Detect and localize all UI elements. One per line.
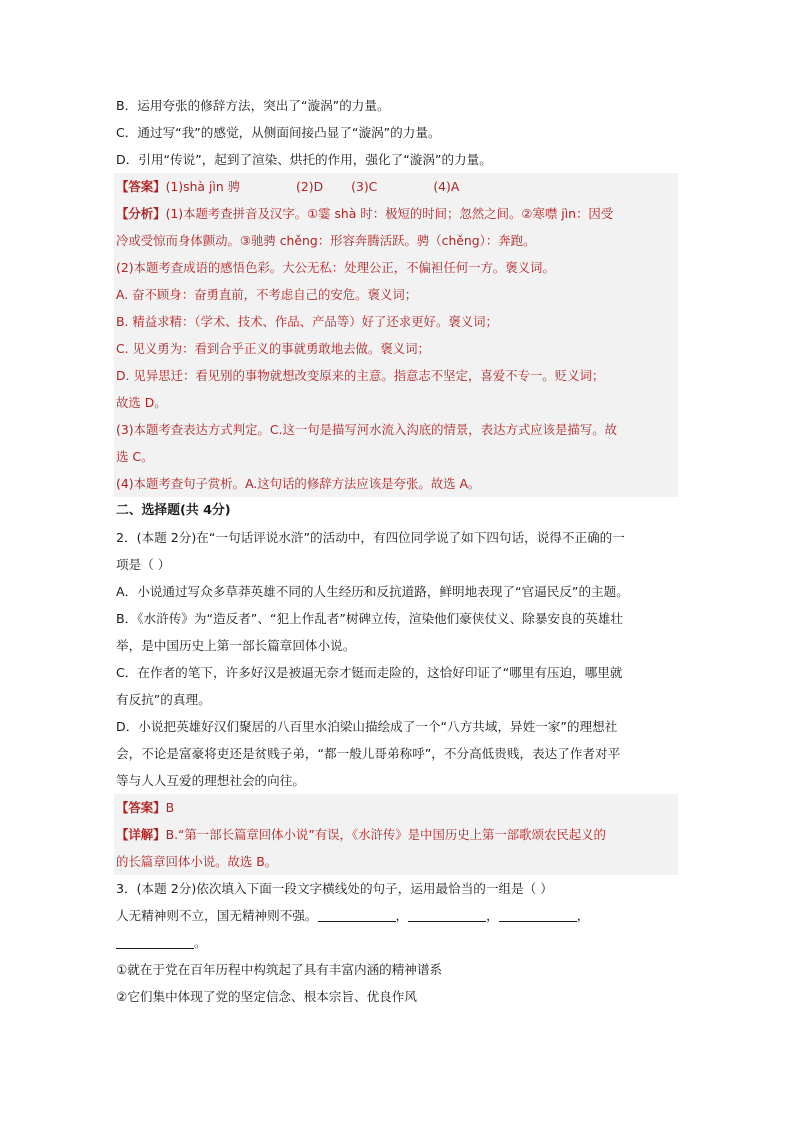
q1-option-d: D．引用“传说”，起到了渲染、烘托的作用，强化了“漩涡”的力量。 [116, 152, 492, 167]
q2-answer-tag: 【答案】 [116, 800, 166, 815]
q1-answer-line [116, 173, 678, 200]
exam-page [116, 92, 676, 1010]
answer-part-4: (4)A [433, 179, 460, 194]
q2-option-a: A．小说通过写众多草莽英雄不同的人生经历和反抗道路，鲜明地表现了“官逼民反”的主题。 [116, 584, 629, 599]
q1-option-b: B．运用夸张的修辞方法，突出了“漩涡”的力量。 [116, 98, 390, 113]
section-title: 二、选择题(共 4分) [116, 503, 231, 518]
answer-part-3: (3)C [351, 179, 378, 194]
q2-answer-value: B [165, 800, 175, 815]
q2-option-c-1: C．在作者的笔下，许多好汉是被逼无奈才铤而走险的，这恰好印证了“哪里有压迫，哪里就 [116, 665, 623, 680]
analysis-line-8: 故选 D。 [116, 395, 167, 410]
period: 。 [194, 935, 207, 950]
analysis-line-10: 选 C。 [116, 449, 154, 464]
analysis-line-2: 冷或受惊而身体颤动。③驰骋 chěng：形容奔腾活跃。骋（chěng）：奔跑。 [116, 233, 536, 248]
q2-detail-tag: 【详解】 [116, 827, 166, 842]
analysis-line-6: C. 见义勇为：看到合乎正义的事就勇敢地去做。褒义词； [116, 341, 430, 356]
q1-answer-block [114, 173, 678, 497]
answer-part-2: (2)D [296, 179, 324, 194]
blank-4[interactable] [116, 935, 194, 949]
comma-3: ， [576, 908, 590, 923]
q2-answer-block [114, 794, 678, 875]
q2-stem-2: 项是（ ） [116, 557, 171, 572]
analysis-line-7: D. 见异思迁：看见别的事物就想改变原来的主意。指意志不坚定，喜爱不专一。贬义词； [116, 368, 605, 383]
q2-detail-line-1 [116, 821, 678, 848]
q1-option-c: C．通过写“我”的感觉，从侧面间接凸显了“漩涡”的力量。 [116, 125, 441, 140]
analysis-text-1: (1)本题考查拼音及汉字。①霎 shà 时：极短的时间；忽然之间。②寒噤 jìn：因受 [165, 206, 614, 221]
analysis-line-1 [116, 200, 678, 227]
answer-tag: 【答案】 [116, 179, 166, 194]
blank-1[interactable] [318, 908, 396, 922]
blank-3[interactable] [499, 908, 577, 922]
q3-option-1: ①就在于党在百年历程中构筑起了具有丰富内涵的精神谱系 [116, 962, 443, 977]
q2-option-d-2: 会，不论是富豪将吏还是贫贱子弟，“都一般儿哥弟称呼”，不分高低贵贱，表达了作者对平 [116, 746, 621, 761]
q3-stem: 3．(本题 2分)依次填入下面一段文字横线处的句子，运用最恰当的一组是（ ） [116, 881, 553, 896]
analysis-line-5: B. 精益求精：（学术、技术、作品、产品等）好了还求更好。褒义词； [116, 314, 498, 329]
q2-option-c-2: 有反抗”的真理。 [116, 692, 211, 707]
comma-1: ， [395, 908, 409, 923]
analysis-line-3: (2)本题考查成语的感悟色彩。大公无私：处理公正，不偏袒任何一方。褒义词。 [116, 260, 555, 275]
q2-option-d-1: D．小说把英雄好汉们聚居的八百里水泊梁山描绘成了一个“八方共域，异姓一家”的理想社 [116, 719, 618, 734]
analysis-line-11: (4)本题考查句子赏析。A.这句话的修辞方法应该是夸张。故选 A。 [116, 476, 481, 491]
q2-detail-line-2: 的长篇章回体小说。故选 B。 [116, 854, 278, 869]
blank-2[interactable] [408, 908, 486, 922]
analysis-tag: 【分析】 [116, 206, 166, 221]
analysis-line-4: A. 奋不顾身：奋勇直前，不考虑自己的安危。褒义词； [116, 287, 418, 302]
analysis-line-9: (3)本题考查表达方式判定。C.这一句是描写河水流入沟底的情景，表达方式应该是描写。故 [116, 422, 617, 437]
answer-part-1: (1)shà jìn 骋 [165, 179, 241, 194]
q3-option-2: ②它们集中体现了党的坚定信念、根本宗旨、优良作风 [116, 989, 417, 1004]
q2-answer-line [116, 794, 678, 821]
comma-2: ， [486, 908, 499, 923]
q2-option-b-1: B．《水浒传》为“造反者”、“犯上作乱者”树碑立传，渲染他们豪侠仗义、除暴安良的英雄壮 [116, 611, 623, 626]
q2-option-d-3: 等与人人互爱的理想社会的向往。 [116, 773, 305, 788]
q3-text-line [116, 902, 676, 929]
q2-detail-text-1: B.“第一部长篇章回体小说”有误，《水浒传》是中国历史上第一部歌颂农民起义的 [165, 827, 606, 842]
q2-option-b-2: 举，是中国历史上第一部长篇章回体小说。 [116, 638, 356, 653]
q2-stem-1: 2．(本题 2分)在“一句话评说水浒”的活动中，有四位同学说了如下四句话，说得不正确的一 [116, 530, 625, 545]
q3-text-line-2 [116, 929, 676, 956]
q3-text-prefix: 人无精神则不立，国无精神则不强。 [116, 908, 318, 923]
